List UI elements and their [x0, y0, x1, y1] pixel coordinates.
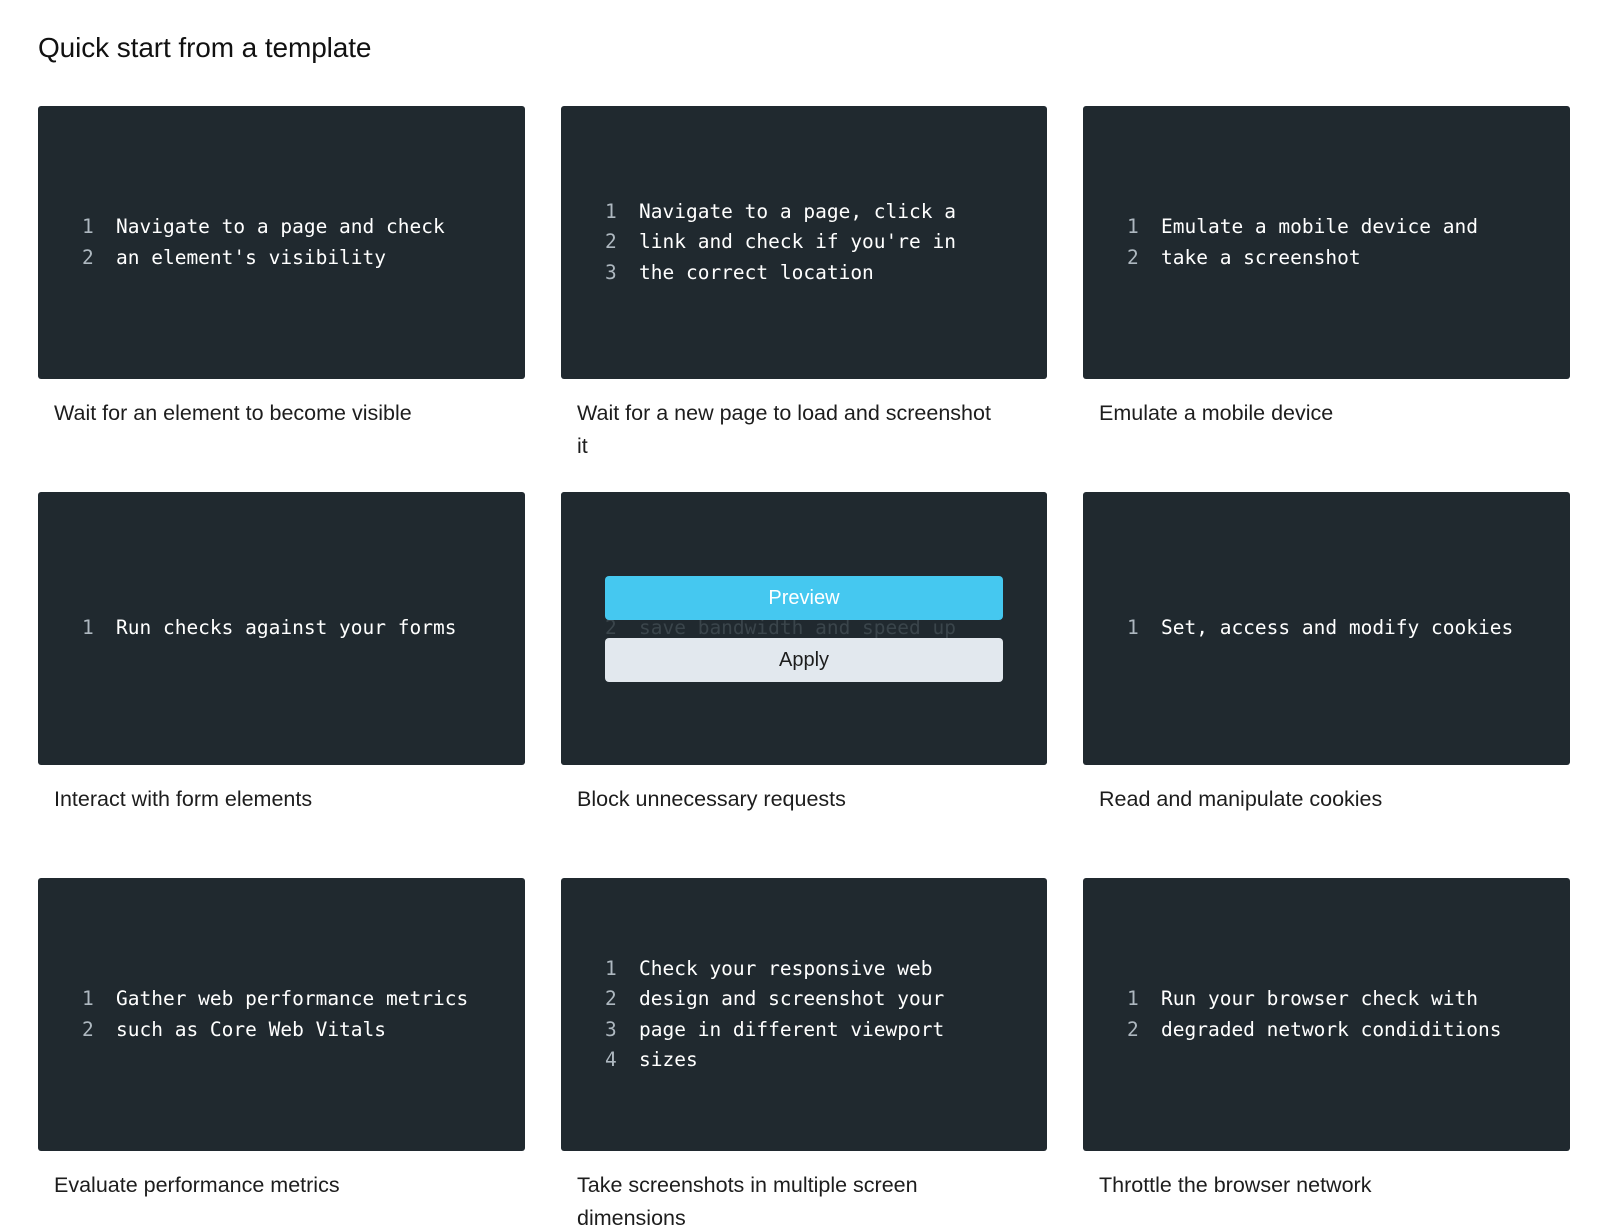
code-line	[1127, 212, 1478, 243]
apply-button[interactable]: Apply	[605, 638, 1003, 682]
code-text: sizes	[639, 1048, 698, 1071]
template-grid	[38, 106, 1570, 1230]
line-number: 2	[1127, 1017, 1139, 1041]
code-text: such as Core Web Vitals	[116, 1017, 387, 1041]
page-title: Quick start from a template	[38, 32, 372, 63]
code-snippet	[1083, 212, 1478, 273]
template-card-page-load-screenshot[interactable]	[561, 106, 1047, 492]
line-number: 1	[605, 956, 617, 980]
code-snippet	[1083, 613, 1513, 644]
template-card-throttle-network[interactable]	[1083, 878, 1570, 1230]
template-card-label[interactable]: Wait for an element to become visible	[54, 401, 412, 425]
code-text: Set, access and modify cookies	[1161, 616, 1514, 640]
code-line	[605, 197, 956, 228]
code-line	[82, 1015, 468, 1046]
line-number: 1	[1127, 616, 1139, 640]
code-preview[interactable]	[38, 106, 525, 379]
code-preview[interactable]	[1083, 878, 1570, 1151]
template-card-label[interactable]: Emulate a mobile device	[1099, 401, 1334, 425]
code-snippet	[561, 954, 944, 1076]
code-snippet	[561, 197, 956, 289]
code-line	[82, 243, 445, 274]
template-card-label[interactable]: Wait for a new page to load and screenshot it	[577, 401, 991, 458]
preview-button[interactable]: Preview	[605, 576, 1003, 620]
code-text: Gather web performance metrics	[116, 987, 469, 1010]
template-card-label[interactable]: Take screenshots in multiple screen dimensions	[577, 1173, 918, 1230]
code-text: the correct location	[639, 260, 874, 284]
line-number: 1	[1127, 987, 1139, 1010]
template-card-label[interactable]: Interact with form elements	[54, 787, 313, 811]
code-snippet	[38, 984, 468, 1045]
code-text: an element's visibility	[116, 245, 387, 269]
code-line	[82, 212, 445, 243]
code-text: degraded network condiditions	[1161, 1017, 1502, 1041]
code-line	[605, 1045, 944, 1076]
template-card-screen-dimensions[interactable]	[561, 878, 1047, 1230]
line-number: 3	[605, 260, 617, 284]
template-card-block-requests[interactable]	[561, 492, 1047, 878]
code-preview[interactable]	[1083, 492, 1570, 765]
line-number: 2	[605, 230, 617, 254]
code-text: Check your responsive web	[639, 956, 933, 980]
code-text: Run your browser check with	[1161, 987, 1478, 1010]
line-number: 1	[82, 616, 94, 640]
line-number: 2	[1127, 245, 1139, 269]
template-card-cookies[interactable]	[1083, 492, 1570, 878]
code-line	[82, 984, 468, 1015]
code-line	[605, 1015, 944, 1046]
code-line	[82, 613, 456, 644]
code-text: design and screenshot your	[639, 987, 945, 1010]
code-line	[605, 258, 956, 289]
template-card-mobile-device[interactable]	[1083, 106, 1570, 492]
line-number: 1	[605, 199, 617, 223]
code-preview[interactable]	[38, 878, 525, 1151]
line-number: 2	[605, 987, 617, 1010]
code-preview[interactable]	[1083, 106, 1570, 379]
code-line	[605, 227, 956, 258]
code-line	[605, 984, 944, 1015]
line-number: 1	[82, 987, 94, 1010]
code-text: take a screenshot	[1161, 245, 1361, 269]
template-card-form-elements[interactable]	[38, 492, 525, 878]
code-text: link and check if you're in	[639, 230, 956, 254]
template-card-label[interactable]: Block unnecessary requests	[577, 787, 846, 811]
code-line	[605, 954, 944, 985]
line-number: 4	[605, 1048, 617, 1071]
code-text: Emulate a mobile device and	[1161, 215, 1478, 238]
code-text: Run checks against your forms	[116, 616, 457, 640]
template-card-element-visible[interactable]	[38, 106, 525, 492]
template-card-performance-metrics[interactable]	[38, 878, 525, 1230]
code-preview[interactable]	[561, 878, 1047, 1151]
code-line	[1127, 1015, 1501, 1046]
template-card-label[interactable]: Evaluate performance metrics	[54, 1173, 340, 1197]
code-text: Navigate to a page and check	[116, 215, 445, 238]
code-snippet	[1083, 984, 1501, 1045]
code-text: page in different viewport	[639, 1017, 945, 1041]
code-line	[1127, 243, 1478, 274]
code-line	[1127, 984, 1501, 1015]
line-number: 1	[82, 215, 94, 238]
code-snippet	[38, 613, 456, 644]
template-card-label[interactable]: Throttle the browser network	[1099, 1173, 1372, 1197]
template-card-label[interactable]: Read and manipulate cookies	[1099, 787, 1383, 811]
code-preview[interactable]	[561, 492, 1047, 765]
code-snippet	[38, 212, 445, 273]
code-preview[interactable]	[38, 492, 525, 765]
code-line	[1127, 613, 1513, 644]
line-number: 2	[82, 245, 94, 269]
code-preview[interactable]	[561, 106, 1047, 379]
line-number: 1	[1127, 215, 1139, 238]
line-number: 3	[605, 1017, 617, 1041]
line-number: 2	[82, 1017, 94, 1041]
overlay-actions	[605, 576, 1003, 682]
code-text: Navigate to a page, click a	[639, 199, 956, 223]
